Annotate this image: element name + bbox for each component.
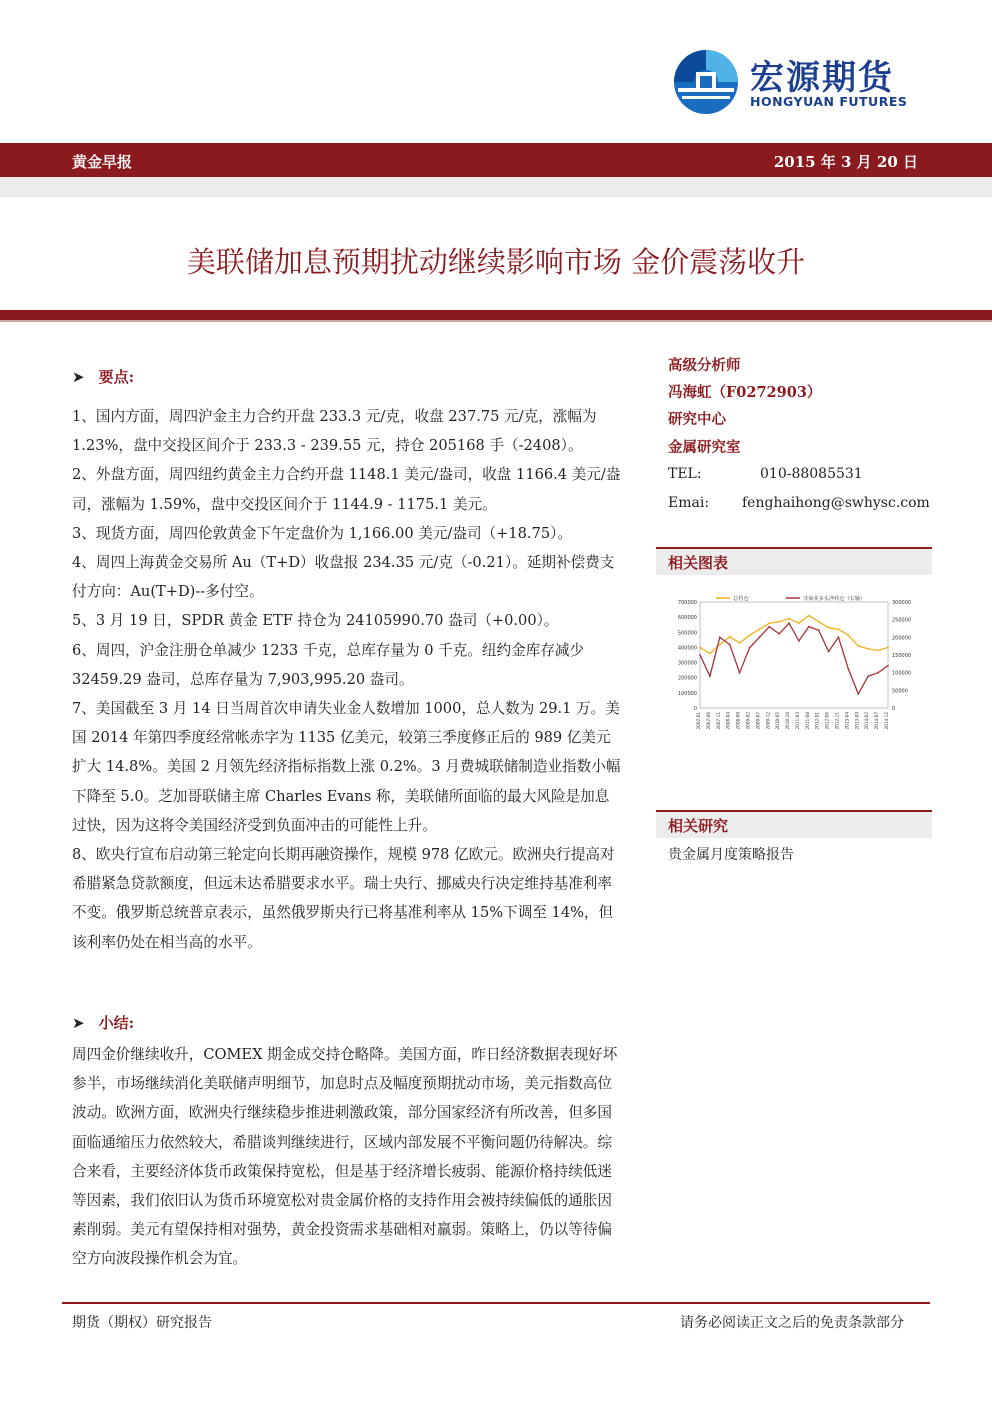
department-metals: 金属研究室 [668,439,741,456]
data-point [818,629,820,631]
data-point [719,644,721,646]
summary-paragraph: 周四金价继续收升，COMEX 期金成交持仓略降。美国方面，昨日经济数据表现好坏参半，市场继续消化美联储声明细节，加息时点及幅度预期扰动市场，美元指数高位波动。欧洲方面，欧洲央行继续稳步推进刺激政策，部分国家经济有所改善，但多国面临通缩压力依然较大，希腊谈判继续进行，区域内部发展不平衡问题仍待解决。综合来看，主要经济体货币政策保持宽松，但是基于经济增长疲弱、能源价格持续低迷等因素，我们依旧认为货币环境宽松对贵金属价格的支持作用会被持续偏低的通胀因素削弱。美元有望保持相对强势，黄金投资需求基础相对羸弱。策略上，仍以等待偏空方向波段操作机会为宜。 [72,1046,618,1268]
title-divider-thin [0,320,992,322]
data-point [749,634,751,636]
y-right-tick-label: 0 [892,706,896,712]
x-tick-label: 2013-09 [854,712,860,730]
data-point [758,636,760,638]
footer-divider [62,1302,930,1304]
key-points-list [72,402,622,957]
legend-label: 非商业多头净持仓（右轴） [803,596,866,602]
y-left-tick-label: 500000 [677,630,697,637]
data-point [877,672,879,674]
x-tick-label: 2014-12 [884,712,889,730]
data-point [848,668,850,670]
series-line [700,623,888,694]
data-point [798,640,800,642]
data-point [709,653,711,655]
x-tick-label: 2009-12 [765,712,771,730]
logo-mark-icon [672,48,740,116]
x-tick-label: 2007-11 [715,712,721,730]
data-point [778,633,780,635]
list-item: 4、周四上海黄金交易所 Au（T+D）收盘报 234.35 元/克（-0.21）。延期补偿费支付方向：Au(T+D)--多付空。 [72,554,615,601]
page-title: 美联储加息预期扰动继续影响市场 金价震荡收升 [186,245,806,279]
list-item: 7、美国截至 3 月 14 日当周首次申请失业金人数增加 1000，总人数为 29.1 万。美国 2014 年第四季度经常帐赤字为 1135 亿美元，较第三季度修正后的 989 亿美元扩大 14.8%。美国 2 月领先经济指标指数上涨 0.2%。3 月费城联储制造业指数小幅下降至 5.0。芝加哥联储主席 Charles Evans 称，美联储所面临的最大风险是加息过快，因为这将令美国经济受到负面冲击的可能性上升。 [72,700,621,834]
data-point [709,675,711,677]
x-tick-label: 2011-03 [794,712,800,730]
report-type: 黄金早报 [72,153,133,171]
data-point [798,622,800,624]
chart-heading: 相关图表 [656,547,932,575]
logo-text-cn: 宏源期货 [750,58,894,98]
data-point [887,647,889,649]
y-left-tick-label: 200000 [677,675,697,682]
data-point [808,615,810,617]
header-sub-band [0,177,992,197]
x-tick-label: 2014-07 [874,712,880,730]
title-divider [0,310,992,320]
x-tick-label: 2012-01 [814,712,820,730]
holdings-chart [666,590,922,750]
data-point [788,622,790,624]
x-tick-label: 2014-02 [864,712,870,730]
data-point [808,626,810,628]
data-point [867,675,869,677]
x-tick-label: 2012-06 [824,712,830,730]
x-tick-label: 2010-05 [775,712,781,730]
data-point [788,618,790,620]
research-heading: 相关研究 [656,810,932,838]
footer-report-type: 期货（期权）研究报告 [72,1315,212,1331]
legend-label: 总持仓 [733,596,749,602]
y-right-tick-label: 300000 [892,600,912,606]
y-right-tick-label: 100000 [892,670,912,677]
list-item: 5、3 月 19 日，SPDR 黄金 ETF 持仓为 24105990.70 盎司（+0.00）。 [72,612,559,630]
y-left-tick-label: 600000 [677,615,697,622]
data-point [818,621,820,623]
bullet-arrow-icon: ➤ [72,1014,85,1032]
x-tick-label: 2007-06 [705,712,711,730]
data-point [768,622,770,624]
list-item: 1、国内方面，周四沪金主力合约开盘 233.3 元/克，收盘 237.75 元/克，涨幅为 1.23%，盘中交投区间介于 233.3 - 239.55 元，持仓 205168 手（-2408）。 [72,408,597,455]
research-link[interactable]: 贵金属月度策略报告 [668,847,794,863]
data-point [877,650,879,652]
x-tick-label: 2013-04 [844,712,850,730]
x-tick-label: 2010-10 [785,712,791,730]
data-point [857,645,859,647]
x-tick-label: 2007-01 [696,712,701,730]
email-link[interactable]: fenghaihong@swhysc.com [742,495,930,511]
y-left-tick-label: 300000 [677,660,697,667]
data-point [887,665,889,667]
data-point [848,634,850,636]
y-right-tick-label: 50000 [892,688,908,695]
x-tick-label: 2008-04 [725,712,731,730]
y-right-tick-label: 200000 [892,635,912,642]
data-point [828,627,830,629]
key-points-heading: ➤ 要点: [72,368,135,386]
footer-disclaimer-link[interactable]: 请务必阅读正文之后的免责条款部分 [680,1315,904,1331]
data-point [739,672,741,674]
summary-text [72,1040,622,1274]
data-point [729,644,731,646]
y-left-tick-label: 700000 [677,600,697,606]
logo-text-en: HONGYUAN FUTURES [750,94,908,109]
summary-heading: ➤ 小结: [72,1014,135,1032]
report-date: 2015 年 3 月 20 日 [773,153,918,171]
data-point [867,648,869,650]
x-tick-label: 2008-09 [735,712,741,730]
data-point [768,626,770,628]
y-left-tick-label: 0 [693,706,697,712]
series-line [700,616,888,654]
data-point [699,654,701,656]
analyst-title: 高级分析师 [668,357,741,374]
y-right-tick-label: 150000 [892,653,912,659]
x-tick-label: 2011-08 [804,712,810,730]
email-label: Emai: [668,495,710,511]
y-left-tick-label: 400000 [677,645,697,652]
data-point [857,693,859,695]
bullet-arrow-icon: ➤ [72,368,85,386]
list-item: 6、周四，沪金注册仓单减少 1233 千克，总库存量为 0 千克。纽约金库存减少 32459.29 盎司，总库存量为 7,903,995.20 盎司。 [72,641,585,688]
company-logo [672,48,922,120]
department-research: 研究中心 [668,411,726,428]
tel-label: TEL: [668,466,702,482]
list-item: 8、欧央行宣布启动第三轮定向长期再融资操作，规模 978 亿欧元。欧洲央行提高对希腊紧急贷款额度，但远未达希腊要求水平。瑞士央行、挪威央行决定维持基准利率不变。俄罗斯总统普京表示，虽然俄罗斯央行已将基准利率从 15%下调至 14%，但该利率仍处在相当高的水平。 [72,846,615,951]
data-point [758,628,760,630]
x-tick-label: 2009-07 [755,712,761,730]
data-point [729,636,731,638]
tel-value: 010-88085531 [760,466,863,482]
y-right-tick-label: 250000 [892,617,912,624]
x-tick-label: 2012-11 [834,712,840,730]
data-point [739,642,741,644]
list-item: 3、现货方面，周四伦敦黄金下午定盘价为 1,166.00 美元/盎司（+18.75）。 [72,524,573,542]
analyst-name: 冯海虹（F0272903） [668,384,822,401]
data-point [828,651,830,653]
data-point [838,636,840,638]
data-point [699,647,701,649]
data-point [749,647,751,649]
list-item: 2、外盘方面，周四纽约黄金主力合约开盘 1148.1 美元/盎司，收盘 1166.4 美元/盎司，涨幅为 1.59%，盘中交投区间介于 1144.9 - 1175.1 美元。 [72,466,621,513]
data-point [778,621,780,623]
y-left-tick-label: 100000 [677,690,697,697]
data-point [838,628,840,630]
data-point [719,636,721,638]
x-tick-label: 2009-02 [745,712,751,730]
